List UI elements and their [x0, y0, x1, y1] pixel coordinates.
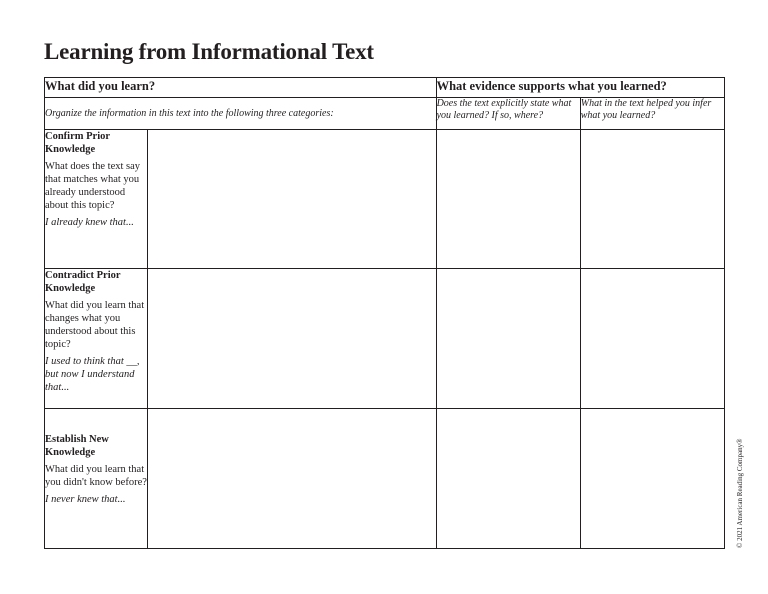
inferred-evidence-answer-cell[interactable]	[580, 130, 724, 269]
category-label-cell	[45, 408, 148, 548]
page-title: Learning from Informational Text	[44, 39, 374, 64]
category-prompt: What did you learn that changes what you understood about this topic?	[45, 300, 145, 351]
category-label-cell	[45, 130, 148, 269]
sentence-starter: I never knew that...	[45, 493, 126, 505]
instructions-text: Organize the information in this text into the following three categories:	[45, 98, 437, 130]
table-row-confirm-prior	[45, 130, 725, 269]
header-row	[45, 78, 725, 98]
table-row-contradict-prior	[45, 269, 725, 408]
header-evidence: What evidence supports what you learned?	[436, 78, 724, 98]
notes-answer-cell[interactable]	[148, 408, 436, 548]
table-row-establish-new	[45, 408, 725, 548]
evidence-explicit-prompt: Does the text explicitly state what you learned? If so, where?	[436, 98, 580, 130]
sentence-starter: I used to think that __, but now I understand that...	[45, 356, 140, 394]
category-title: Confirm Prior Knowledge	[45, 131, 110, 156]
category-label-cell	[45, 269, 148, 408]
copyright-notice: © 2021 American Reading Company®	[736, 438, 744, 548]
notes-answer-cell[interactable]	[148, 269, 436, 408]
evidence-infer-prompt: What in the text helped you infer what you learned?	[580, 98, 724, 130]
category-prompt: What did you learn that you didn't know before?	[45, 463, 147, 488]
category-title: Establish New Knowledge	[45, 433, 109, 458]
category-title: Contradict Prior Knowledge	[45, 270, 121, 295]
sentence-starter: I already knew that...	[45, 217, 134, 229]
inferred-evidence-answer-cell[interactable]	[580, 269, 724, 408]
category-prompt: What does the text say that matches what you already understood about this topic?	[45, 161, 141, 212]
graphic-organizer-table	[44, 77, 725, 549]
inferred-evidence-answer-cell[interactable]	[580, 408, 724, 548]
explicit-evidence-answer-cell[interactable]	[436, 130, 580, 269]
explicit-evidence-answer-cell[interactable]	[436, 269, 580, 408]
header-what-did-you-learn: What did you learn?	[45, 78, 437, 98]
subheader-row	[45, 98, 725, 130]
notes-answer-cell[interactable]	[148, 130, 436, 269]
explicit-evidence-answer-cell[interactable]	[436, 408, 580, 548]
